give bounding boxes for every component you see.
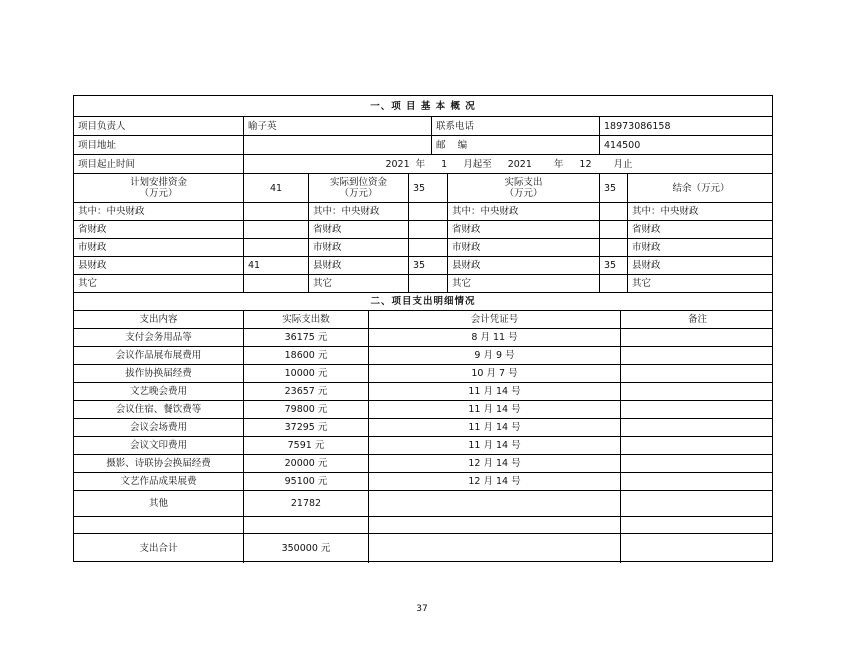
source-value bbox=[599, 275, 627, 292]
detail-content bbox=[74, 517, 243, 533]
header-amount: 实际支出数 bbox=[243, 311, 368, 328]
start-year-char: 年 bbox=[415, 158, 426, 170]
table-row bbox=[74, 454, 772, 472]
detail-amount: 10000 元 bbox=[243, 365, 368, 382]
source-label: 县财政 bbox=[447, 257, 599, 274]
source-label: 省财政 bbox=[78, 224, 107, 235]
source-label: 省财政 bbox=[447, 221, 599, 238]
source-label: 县财政 bbox=[627, 257, 774, 274]
section2-title-row bbox=[74, 292, 772, 310]
detail-voucher: 12 月 14 号 bbox=[368, 473, 620, 490]
detail-voucher: 8 月 11 号 bbox=[368, 329, 620, 346]
spent-funds-value: 35 bbox=[599, 174, 627, 202]
detail-header-row bbox=[74, 310, 772, 328]
address-value bbox=[243, 136, 431, 154]
source-label: 其它 bbox=[308, 275, 408, 292]
source-value bbox=[599, 239, 627, 256]
month-start-text: 月起至 bbox=[463, 158, 492, 170]
source-label: 县财政 bbox=[78, 260, 107, 271]
funds-row bbox=[74, 173, 772, 202]
source-label: 市财政 bbox=[78, 242, 107, 253]
section2-title: 二、项目支出明细情况 bbox=[370, 296, 476, 307]
detail-amount: 21782 bbox=[243, 491, 368, 516]
address-label: 项目地址 bbox=[78, 139, 117, 151]
detail-remark bbox=[620, 473, 774, 490]
source-label: 其中：中央财政 bbox=[308, 203, 408, 220]
total-label: 支出合计 bbox=[139, 543, 178, 554]
header-voucher: 会计凭证号 bbox=[368, 311, 620, 328]
source-row bbox=[74, 274, 772, 292]
start-month: 1 bbox=[441, 158, 448, 170]
table-row bbox=[74, 346, 772, 364]
detail-content: 其他 bbox=[148, 498, 168, 509]
detail-voucher: 11 月 14 号 bbox=[368, 383, 620, 400]
source-value bbox=[408, 275, 447, 292]
detail-remark bbox=[620, 401, 774, 418]
planned-funds-label-line2: （万元） bbox=[139, 188, 178, 199]
detail-amount: 36175 元 bbox=[243, 329, 368, 346]
detail-content: 会议作品展布展费用 bbox=[115, 350, 202, 361]
source-value bbox=[243, 239, 308, 256]
spent-funds-label-line2: （万元） bbox=[504, 188, 543, 199]
project-summary-table bbox=[73, 95, 773, 562]
phone-label: 联系电话 bbox=[431, 117, 599, 135]
source-row bbox=[74, 256, 772, 274]
table-row bbox=[74, 328, 772, 346]
header-remark: 备注 bbox=[620, 311, 774, 328]
page-number: 37 bbox=[416, 604, 428, 614]
detail-remark bbox=[620, 365, 774, 382]
source-value bbox=[408, 203, 447, 220]
source-label: 省财政 bbox=[308, 221, 408, 238]
total-remark bbox=[620, 534, 774, 563]
detail-content: 文艺作品成果展费 bbox=[120, 476, 197, 487]
spent-funds-label-line1: 实际支出 bbox=[504, 177, 543, 188]
detail-amount: 18600 元 bbox=[243, 347, 368, 364]
spent-funds-label bbox=[447, 174, 599, 202]
source-label: 县财政 bbox=[308, 257, 408, 274]
source-label: 市财政 bbox=[308, 239, 408, 256]
source-label: 其中：中央财政 bbox=[627, 203, 774, 220]
source-label: 其它 bbox=[627, 275, 774, 292]
source-row bbox=[74, 238, 772, 256]
source-row bbox=[74, 220, 772, 238]
manager-label: 项目负责人 bbox=[78, 120, 126, 132]
balance-label: 结余（万元） bbox=[627, 174, 774, 202]
detail-content: 文艺晚会费用 bbox=[129, 386, 187, 397]
detail-content: 会议住宿、餐饮费等 bbox=[115, 404, 202, 415]
source-value: 35 bbox=[408, 257, 447, 274]
phone-value: 18973086158 bbox=[599, 117, 774, 135]
manager-row bbox=[74, 116, 772, 135]
planned-funds-value: 41 bbox=[243, 174, 308, 202]
start-year: 2021 bbox=[385, 158, 410, 170]
detail-voucher: 11 月 14 号 bbox=[368, 419, 620, 436]
source-value: 41 bbox=[243, 257, 308, 274]
table-row bbox=[74, 472, 772, 490]
detail-amount: 23657 元 bbox=[243, 383, 368, 400]
source-value bbox=[408, 239, 447, 256]
detail-content: 会议文印费用 bbox=[129, 440, 187, 451]
table-row bbox=[74, 490, 772, 516]
table-row bbox=[74, 516, 772, 533]
table-row bbox=[74, 364, 772, 382]
detail-amount: 79800 元 bbox=[243, 401, 368, 418]
detail-remark bbox=[620, 517, 774, 533]
table-row bbox=[74, 382, 772, 400]
detail-remark bbox=[620, 455, 774, 472]
postcode-label: 邮 编 bbox=[431, 136, 599, 154]
postcode-value: 414500 bbox=[599, 136, 774, 154]
source-value bbox=[599, 203, 627, 220]
total-voucher bbox=[368, 534, 620, 563]
table-row bbox=[74, 436, 772, 454]
source-label: 其它 bbox=[78, 278, 98, 289]
detail-voucher bbox=[368, 517, 620, 533]
period-label: 项目起止时间 bbox=[78, 158, 136, 170]
planned-funds-label-line1: 计划安排资金 bbox=[129, 177, 187, 188]
table-row bbox=[74, 418, 772, 436]
header-content: 支出内容 bbox=[139, 314, 178, 325]
detail-content: 会议会场费用 bbox=[129, 422, 187, 433]
detail-amount: 20000 元 bbox=[243, 455, 368, 472]
manager-value: 喻子英 bbox=[243, 117, 431, 135]
detail-content: 拔作协换届经费 bbox=[125, 368, 192, 379]
detail-amount bbox=[243, 517, 368, 533]
received-funds-label bbox=[308, 174, 408, 202]
source-value bbox=[243, 203, 308, 220]
table-row bbox=[74, 400, 772, 418]
source-value bbox=[408, 221, 447, 238]
detail-voucher: 10 月 7 号 bbox=[368, 365, 620, 382]
source-value bbox=[243, 275, 308, 292]
detail-remark bbox=[620, 437, 774, 454]
received-funds-value: 35 bbox=[408, 174, 447, 202]
section1-title-row bbox=[74, 96, 772, 116]
detail-remark bbox=[620, 329, 774, 346]
detail-amount: 95100 元 bbox=[243, 473, 368, 490]
detail-content: 支付会务用品等 bbox=[125, 332, 192, 343]
source-label: 其它 bbox=[447, 275, 599, 292]
source-label: 市财政 bbox=[627, 239, 774, 256]
period-value bbox=[243, 155, 774, 173]
detail-amount: 37295 元 bbox=[243, 419, 368, 436]
received-funds-label-line1: 实际到位资金 bbox=[329, 177, 387, 188]
detail-remark bbox=[620, 383, 774, 400]
detail-remark bbox=[620, 419, 774, 436]
source-label: 其中：中央财政 bbox=[447, 203, 599, 220]
detail-voucher: 9 月 9 号 bbox=[368, 347, 620, 364]
source-value bbox=[599, 221, 627, 238]
detail-content: 摄影、诗联协会换届经费 bbox=[106, 458, 211, 469]
total-row bbox=[74, 533, 772, 563]
source-value bbox=[243, 221, 308, 238]
end-month: 12 bbox=[579, 158, 592, 170]
end-year-char: 年 bbox=[553, 158, 564, 170]
planned-funds-label bbox=[74, 174, 243, 202]
detail-voucher: 11 月 14 号 bbox=[368, 401, 620, 418]
detail-voucher: 12 月 14 号 bbox=[368, 455, 620, 472]
detail-voucher bbox=[368, 491, 620, 516]
received-funds-label-line2: （万元） bbox=[339, 188, 378, 199]
source-value: 35 bbox=[599, 257, 627, 274]
end-year: 2021 bbox=[507, 158, 532, 170]
source-label: 省财政 bbox=[627, 221, 774, 238]
month-end-text: 月止 bbox=[613, 158, 633, 170]
detail-remark bbox=[620, 491, 774, 516]
detail-amount: 7591 元 bbox=[243, 437, 368, 454]
period-row bbox=[74, 154, 772, 173]
source-row bbox=[74, 202, 772, 220]
detail-remark bbox=[620, 347, 774, 364]
source-label: 市财政 bbox=[447, 239, 599, 256]
detail-voucher: 11 月 14 号 bbox=[368, 437, 620, 454]
source-label: 其中：中央财政 bbox=[78, 206, 145, 217]
section1-title: 一、项 目 基 本 概 况 bbox=[370, 100, 476, 112]
address-row bbox=[74, 135, 772, 154]
total-value: 350000 元 bbox=[243, 534, 368, 563]
